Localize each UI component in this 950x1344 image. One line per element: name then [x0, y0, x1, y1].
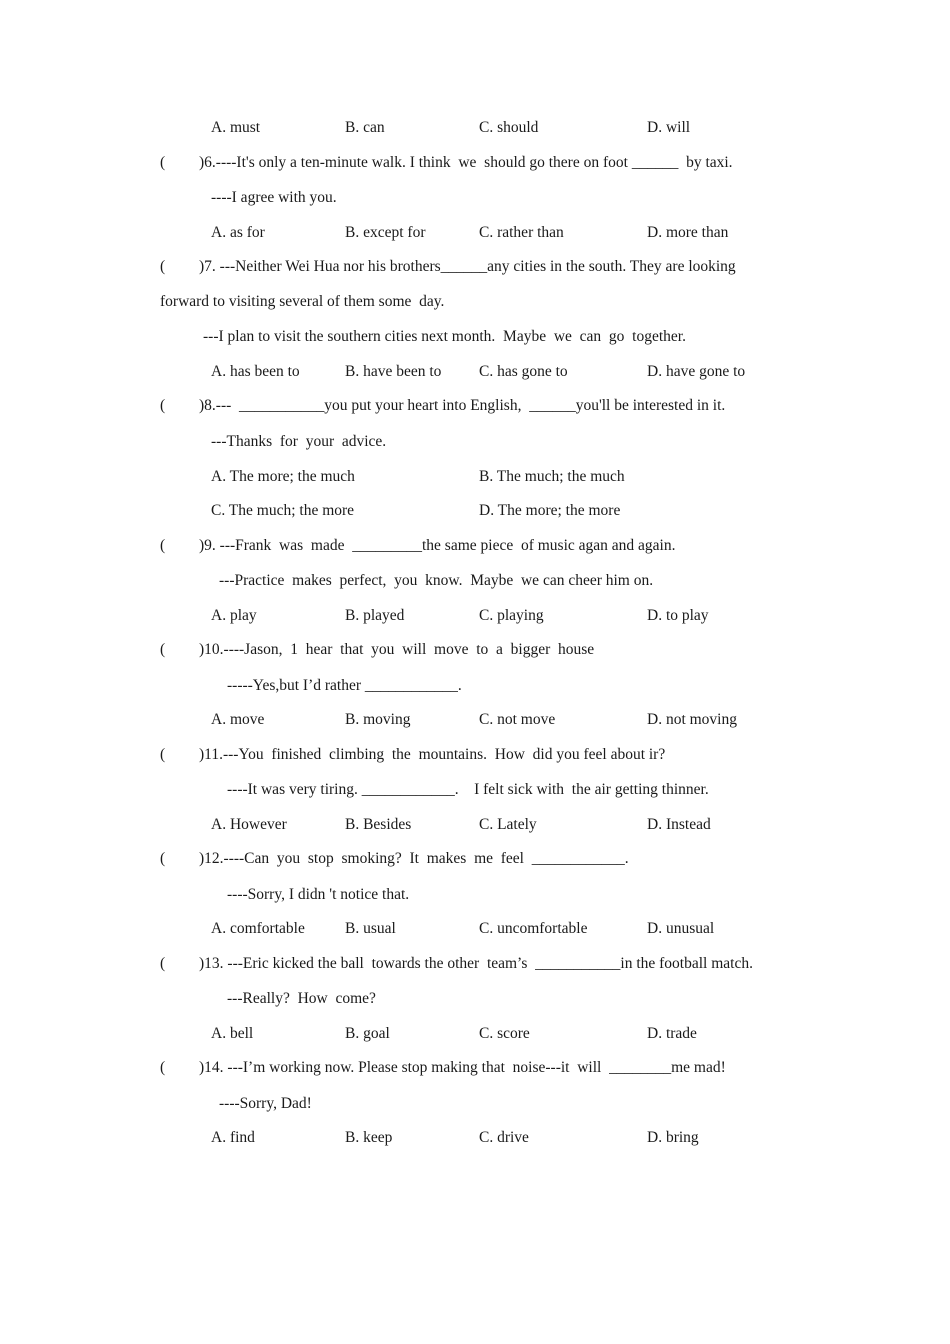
option-d: D. The more; the more	[479, 502, 621, 519]
question-reply: ----Sorry, Dad!	[219, 1095, 312, 1112]
q5-option-d: D. will	[647, 119, 691, 136]
option-c: C. Lately	[479, 816, 537, 833]
option-c: C. has gone to	[479, 363, 568, 380]
option-a: A. The more; the much	[211, 468, 355, 485]
option-a: A. has been to	[211, 363, 300, 380]
option-c: C. score	[479, 1025, 530, 1042]
question-reply: ---Thanks for your advice.	[211, 433, 387, 450]
option-d: D. bring	[647, 1129, 699, 1146]
answer-blank-paren[interactable]: (	[160, 537, 166, 554]
question-stem: )8.--- ___________you put your heart into English, ______you'll be interested in it.	[199, 397, 726, 414]
option-d: D. not moving	[647, 711, 737, 728]
option-d: D. trade	[647, 1025, 697, 1042]
option-a: A. as for	[211, 224, 265, 241]
option-a: A. comfortable	[211, 920, 305, 937]
q5-option-b: B. can	[345, 119, 385, 136]
option-a: A. play	[211, 607, 257, 624]
option-a: A. move	[211, 711, 265, 728]
option-c: C. not move	[479, 711, 556, 728]
option-b: B. usual	[345, 920, 396, 937]
question-stem-continued: forward to visiting several of them some day.	[160, 293, 445, 310]
question-reply: ----It was very tiring. ____________. I felt sick with the air getting thinner.	[227, 781, 709, 798]
question-stem: )12.----Can you stop smoking? It makes me feel ____________.	[199, 850, 629, 867]
answer-blank-paren[interactable]: (	[160, 258, 166, 275]
question-reply: ----I agree with you.	[211, 189, 337, 206]
answer-blank-paren[interactable]: (	[160, 641, 166, 658]
question-reply: -----Yes,but I’d rather ____________.	[227, 677, 462, 694]
option-c: C. The much; the more	[211, 502, 355, 519]
question-stem: )9. ---Frank was made _________the same piece of music agan and again.	[199, 537, 676, 554]
answer-blank-paren[interactable]: (	[160, 397, 166, 414]
option-c: C. playing	[479, 607, 544, 624]
option-b: B. have been to	[345, 363, 442, 380]
option-c: C. uncomfortable	[479, 920, 588, 937]
option-d: D. Instead	[647, 816, 711, 833]
q5-option-c: C. should	[479, 119, 539, 136]
option-d: D. to play	[647, 607, 709, 624]
question-reply: ---Really? How come?	[227, 990, 376, 1007]
answer-blank-paren[interactable]: (	[160, 154, 166, 171]
option-b: B. goal	[345, 1025, 390, 1042]
option-a: A. bell	[211, 1025, 254, 1042]
question-stem: )7. ---Neither Wei Hua nor his brothers______any cities in the south. They are looking	[199, 258, 736, 275]
question-reply: ----Sorry, I didn 't notice that.	[227, 886, 410, 903]
answer-blank-paren[interactable]: (	[160, 746, 166, 763]
option-b: B. moving	[345, 711, 411, 728]
option-b: B. The much; the much	[479, 468, 625, 485]
answer-blank-paren[interactable]: (	[160, 955, 166, 972]
option-c: C. rather than	[479, 224, 564, 241]
option-d: D. more than	[647, 224, 729, 241]
question-reply: ---I plan to visit the southern cities next month. Maybe we can go together.	[203, 328, 686, 345]
option-b: B. played	[345, 607, 405, 624]
question-stem: )14. ---I’m working now. Please stop making that noise---it will ________me mad!	[199, 1059, 726, 1076]
option-d: D. have gone to	[647, 363, 746, 380]
option-b: B. except for	[345, 224, 426, 241]
question-stem: )11.---You finished climbing the mountains. How did you feel about ir?	[199, 746, 666, 763]
option-a: A. However	[211, 816, 287, 833]
option-a: A. find	[211, 1129, 255, 1146]
question-reply: ---Practice makes perfect, you know. Maybe we can cheer him on.	[219, 572, 654, 589]
answer-blank-paren[interactable]: (	[160, 1059, 166, 1076]
option-c: C. drive	[479, 1129, 529, 1146]
option-b: B. Besides	[345, 816, 412, 833]
option-d: D. unusual	[647, 920, 715, 937]
option-b: B. keep	[345, 1129, 393, 1146]
answer-blank-paren[interactable]: (	[160, 850, 166, 867]
question-stem: )13. ---Eric kicked the ball towards the other team’s ___________in the football match.	[199, 955, 753, 972]
q5-option-a: A. must	[211, 119, 261, 136]
question-stem: )10.----Jason, 1 hear that you will move to a bigger house	[199, 641, 595, 658]
question-stem: )6.----It's only a ten-minute walk. I think we should go there on foot ______ by taxi.	[199, 154, 733, 171]
